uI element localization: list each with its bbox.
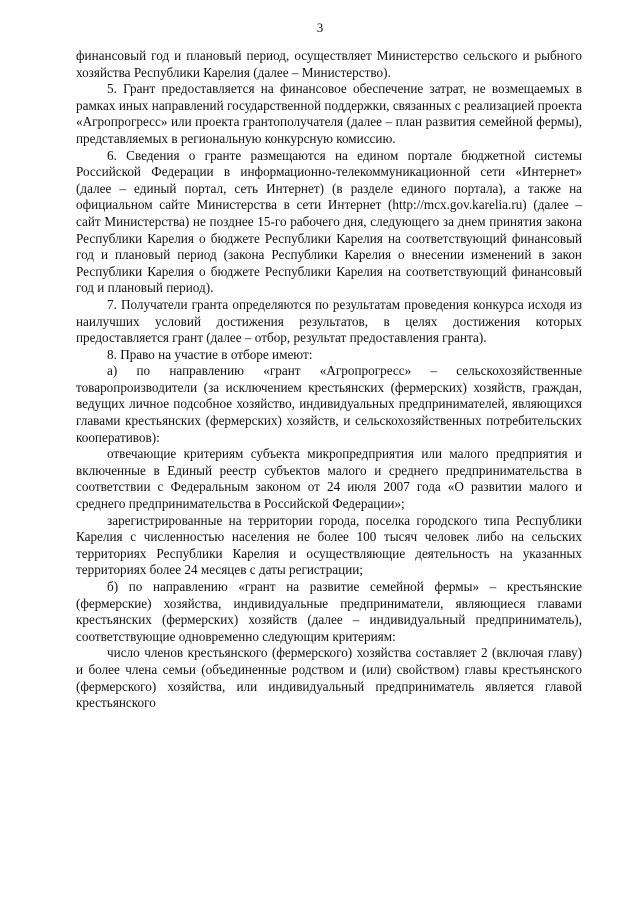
paragraph-8-b-criteria-1: число членов крестьянского (фермерского) хозяйства составляет 2 (включая главу) и более члена семьи (объединенные родством и (или) свойством) главы крестьянского (фермерского) хозяйства, или индивидуальный предприниматель является главой крестьянского	[76, 645, 582, 711]
paragraph-7: 7. Получатели гранта определяются по результатам проведения конкурса исходя из наилучших условий достижения результатов, в целях достижения которых предоставляется грант (далее – отбор, результат предоставления гранта).	[76, 296, 582, 346]
paragraph-8-a-criteria-2: зарегистрированные на территории города, поселка городского типа Республики Карелия с численностью населения не более 100 тысяч человек либо на сельских территориях Республики Карелия и осуществляющие деятельность на указанных территориях более 24 месяцев с даты регистрации;	[76, 512, 582, 578]
paragraph-8-a-criteria-1: отвечающие критериям субъекта микропредприятия или малого предприятия и включенные в Единый реестр субъектов малого и среднего предпринимательства в соответствии с Федеральным законом от 24 июля 2007 года «О развитии малого и среднего предпринимательства в Российской Федерации»;	[76, 446, 582, 512]
paragraph-5: 5. Грант предоставляется на финансовое обеспечение затрат, не возмещаемых в рамках иных направлений государственной поддержки, связанных с реализацией проекта «Агропрогресс» или проекта грантополучателя (далее – план развития семейной фермы), представляемых в региональную конкурсную комиссию.	[76, 81, 582, 146]
document-body	[76, 48, 582, 712]
paragraph-8-a: а) по направлению «грант «Агропрогресс» – сельскохозяйственные товаропроизводители (за исключением крестьянских (фермерских) хозяйств, граждан, ведущих личное подсобное хозяйство, индивидуальных предпринимателей, являющихся главами крестьянских (фермерских) хозяйств, и сельскохозяйственных потребительских кооперативов):	[76, 363, 582, 445]
page-number: 3	[316, 20, 324, 35]
paragraph-8-b: б) по направлению «грант на развитие семейной фермы» – крестьянские (фермерские) хозяйства, индивидуальные предприниматели, являющиеся главами крестьянских (фермерских) хозяйств (далее – индивидуальный предприниматель), соответствующие одновременно следующим критериям:	[76, 579, 582, 644]
paragraph-6: 6. Сведения о гранте размещаются на едином портале бюджетной системы Российской Федерации в информационно-телекоммуникационной сети «Интернет» (далее – единый портал, сеть Интернет) (в разделе единого портала), а также на официальном сайте Министерства в сети Интернет (http://mcx.gov.karelia.ru) (далее – сайт Министерства) не позднее 15-го рабочего дня, следующего за днем принятия закона Республики Карелия о бюджете Республики Карелия на соответствующий финансовый год и плановый период (закона Республики Карелия о внесении изменений в закон Республики Карелия о бюджете Республики Карелия на соответствующий финансовый год и плановый период).	[76, 147, 582, 296]
paragraph-continuation: финансовый год и плановый период, осуществляет Министерство сельского и рыбного хозяйства Республики Карелия (далее – Министерство).	[76, 48, 582, 80]
paragraph-8: 8. Право на участие в отборе имеют:	[107, 346, 313, 362]
